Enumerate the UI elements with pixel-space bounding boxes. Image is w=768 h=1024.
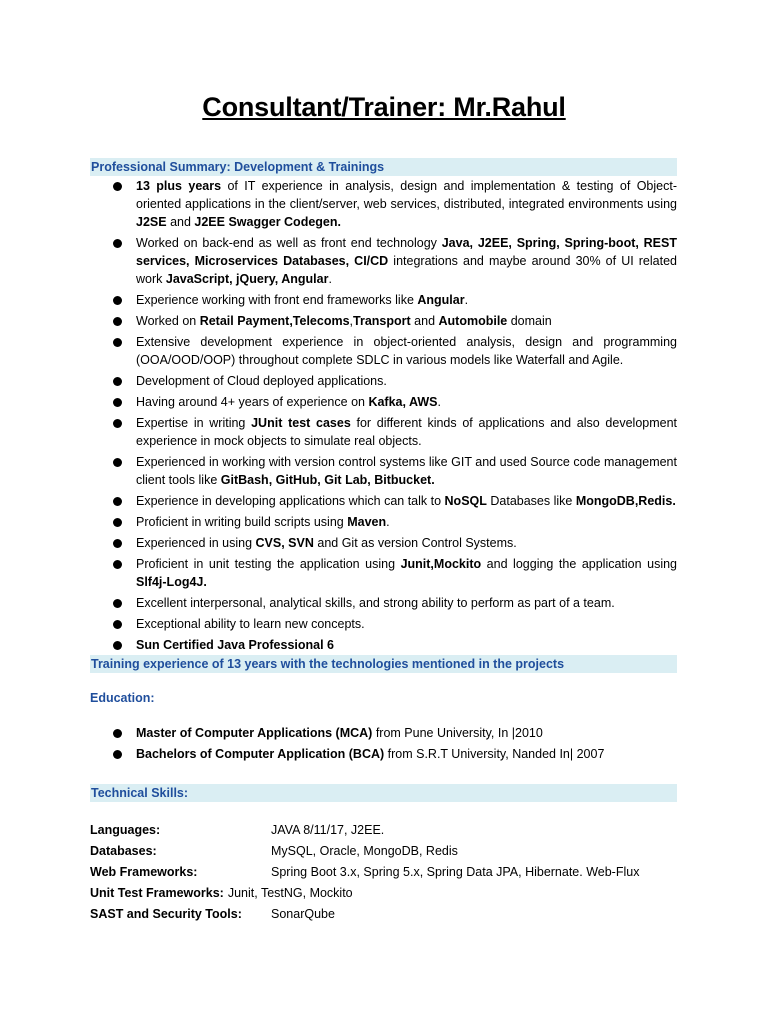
text: . (464, 293, 469, 307)
text: Experienced in working with version control systems like GIT and used Source code management client tools like (136, 455, 677, 487)
education-item (90, 724, 677, 742)
skill-value: MySQL, Oracle, MongoDB, Redis (271, 844, 458, 858)
skill-value: SonarQube (271, 907, 335, 921)
summary-item (90, 636, 677, 654)
text: Proficient in unit testing the application using (136, 557, 401, 571)
bold-text: Sun Certified Java Professional 6 (136, 638, 334, 652)
bullet-icon (113, 419, 122, 428)
bullet-icon (113, 750, 122, 759)
skill-row (90, 883, 690, 904)
bullet-icon (113, 458, 122, 467)
text: Experienced in using (136, 536, 256, 550)
skill-value: Spring Boot 3.x, Spring 5.x, Spring Data JPA, Hibernate. Web-Flux (271, 865, 640, 879)
skill-value: Junit, TestNG, Mockito (227, 886, 353, 900)
summary-item (90, 234, 677, 288)
bullet-icon (113, 296, 122, 305)
text: Experience in developing applications which can talk to (136, 494, 445, 508)
training-heading: Training experience of 13 years with the technologies mentioned in the projects (90, 655, 677, 673)
bold-text: GitBash, GitHub, Git Lab, Bitbucket. (220, 473, 435, 487)
bullet-icon (113, 398, 122, 407)
summary-list (90, 177, 677, 657)
text: from S.R.T University, Nanded In| 2007 (384, 747, 605, 761)
skill-label: SAST and Security Tools: (90, 907, 242, 921)
text: domain (507, 314, 552, 328)
summary-heading: Professional Summary: Development & Trainings (90, 158, 677, 176)
skill-row (90, 862, 690, 883)
skill-label: Languages: (90, 823, 161, 837)
text: . (328, 272, 332, 286)
skills-heading: Technical Skills: (90, 784, 677, 802)
skill-value: JAVA 8/11/17, J2EE. (271, 823, 385, 837)
text: Worked on (136, 314, 200, 328)
summary-item (90, 177, 677, 231)
text: Having around 4+ years of experience on (136, 395, 369, 409)
text: . (437, 395, 441, 409)
summary-item (90, 534, 677, 552)
text: integrations and maybe around 30% of UI related work (136, 254, 677, 286)
text: Extensive development experience in object-oriented analysis, design and programming (OOA/OOD/OOP) throughout complete SDLC in various models like Waterfall and Agile. (136, 335, 677, 367)
bold-text: Maven (347, 515, 387, 529)
summary-item (90, 291, 677, 309)
bold-text: 13 plus years (136, 179, 222, 193)
bold-text: Angular (417, 293, 465, 307)
bullet-icon (113, 620, 122, 629)
text: Proficient in writing build scripts using (136, 515, 348, 529)
text: Development of Cloud deployed applications. (136, 374, 387, 388)
text: and Git as version Control Systems. (313, 536, 517, 550)
text: Experience working with front end frameworks like (136, 293, 418, 307)
summary-item (90, 492, 677, 510)
bold-text: Retail Payment,Telecoms (199, 314, 350, 328)
summary-item (90, 513, 677, 531)
bullet-icon (113, 560, 122, 569)
bold-text: Bachelors of Computer Application (BCA) (136, 747, 385, 761)
summary-item (90, 453, 677, 489)
bullet-icon (113, 317, 122, 326)
text: and logging the application using (481, 557, 677, 571)
text: , (349, 314, 354, 328)
bold-text: JavaScript, jQuery, Angular (165, 272, 329, 286)
summary-item (90, 333, 677, 369)
skill-row (90, 820, 690, 841)
bold-text: Kafka, AWS (368, 395, 438, 409)
bold-text: J2SE (136, 215, 167, 229)
bold-text: Java, J2EE, Spring, Spring-boot, REST services, Microservices Databases, CI/CD (136, 236, 677, 268)
skill-label: Databases: (90, 844, 157, 858)
text: Expertise in writing (136, 416, 252, 430)
education-item (90, 745, 677, 763)
education-list (90, 724, 677, 766)
bullet-icon (113, 377, 122, 386)
text: for different kinds of applications and also development experience in mock objects to simulate real objects. (136, 416, 678, 448)
education-heading: Education: (90, 691, 155, 705)
summary-item (90, 393, 677, 411)
bold-text: Slf4j-Log4J. (136, 575, 207, 589)
skill-row (90, 841, 690, 862)
text: of IT experience in analysis, design and implementation & testing of Object-oriented applications in the client/server, web services, distributed, integrated environments using (136, 179, 677, 211)
bold-text: JUnit test cases (251, 416, 351, 430)
bullet-icon (113, 518, 122, 527)
bullet-icon (113, 599, 122, 608)
bullet-icon (113, 497, 122, 506)
text: . (386, 515, 390, 529)
bold-text: J2EE Swagger Codegen. (194, 215, 341, 229)
text: Databases like (486, 494, 576, 508)
text: and (410, 314, 439, 328)
text: Excellent interpersonal, analytical skills, and strong ability to perform as part of a team. (136, 596, 615, 610)
skill-label: Web Frameworks: (90, 865, 198, 879)
bold-text: MongoDB,Redis. (575, 494, 676, 508)
bullet-icon (113, 729, 122, 738)
bold-text: NoSQL (444, 494, 487, 508)
text: Worked on back-end as well as front end technology (136, 236, 442, 250)
bullet-icon (113, 182, 122, 191)
text: from Pune University, In |2010 (372, 726, 543, 740)
page-title: Consultant/Trainer: Mr.Rahul (202, 92, 566, 122)
text: and (166, 215, 195, 229)
summary-item (90, 414, 677, 450)
skill-row (90, 904, 690, 925)
summary-item (90, 615, 677, 633)
summary-item (90, 594, 677, 612)
bold-text: CVS, SVN (255, 536, 314, 550)
bullet-icon (113, 239, 122, 248)
skills-table (90, 820, 690, 925)
summary-item (90, 555, 677, 591)
bullet-icon (113, 539, 122, 548)
bold-text: Master of Computer Applications (MCA) (136, 726, 373, 740)
bullet-icon (113, 338, 122, 347)
bullet-icon (113, 641, 122, 650)
bold-text: Transport (353, 314, 411, 328)
text: Exceptional ability to learn new concepts. (136, 617, 365, 631)
bold-text: Automobile (438, 314, 508, 328)
summary-item (90, 372, 677, 390)
skill-label: Unit Test Frameworks: (90, 886, 224, 900)
bold-text: Junit,Mockito (400, 557, 482, 571)
summary-item (90, 312, 677, 330)
